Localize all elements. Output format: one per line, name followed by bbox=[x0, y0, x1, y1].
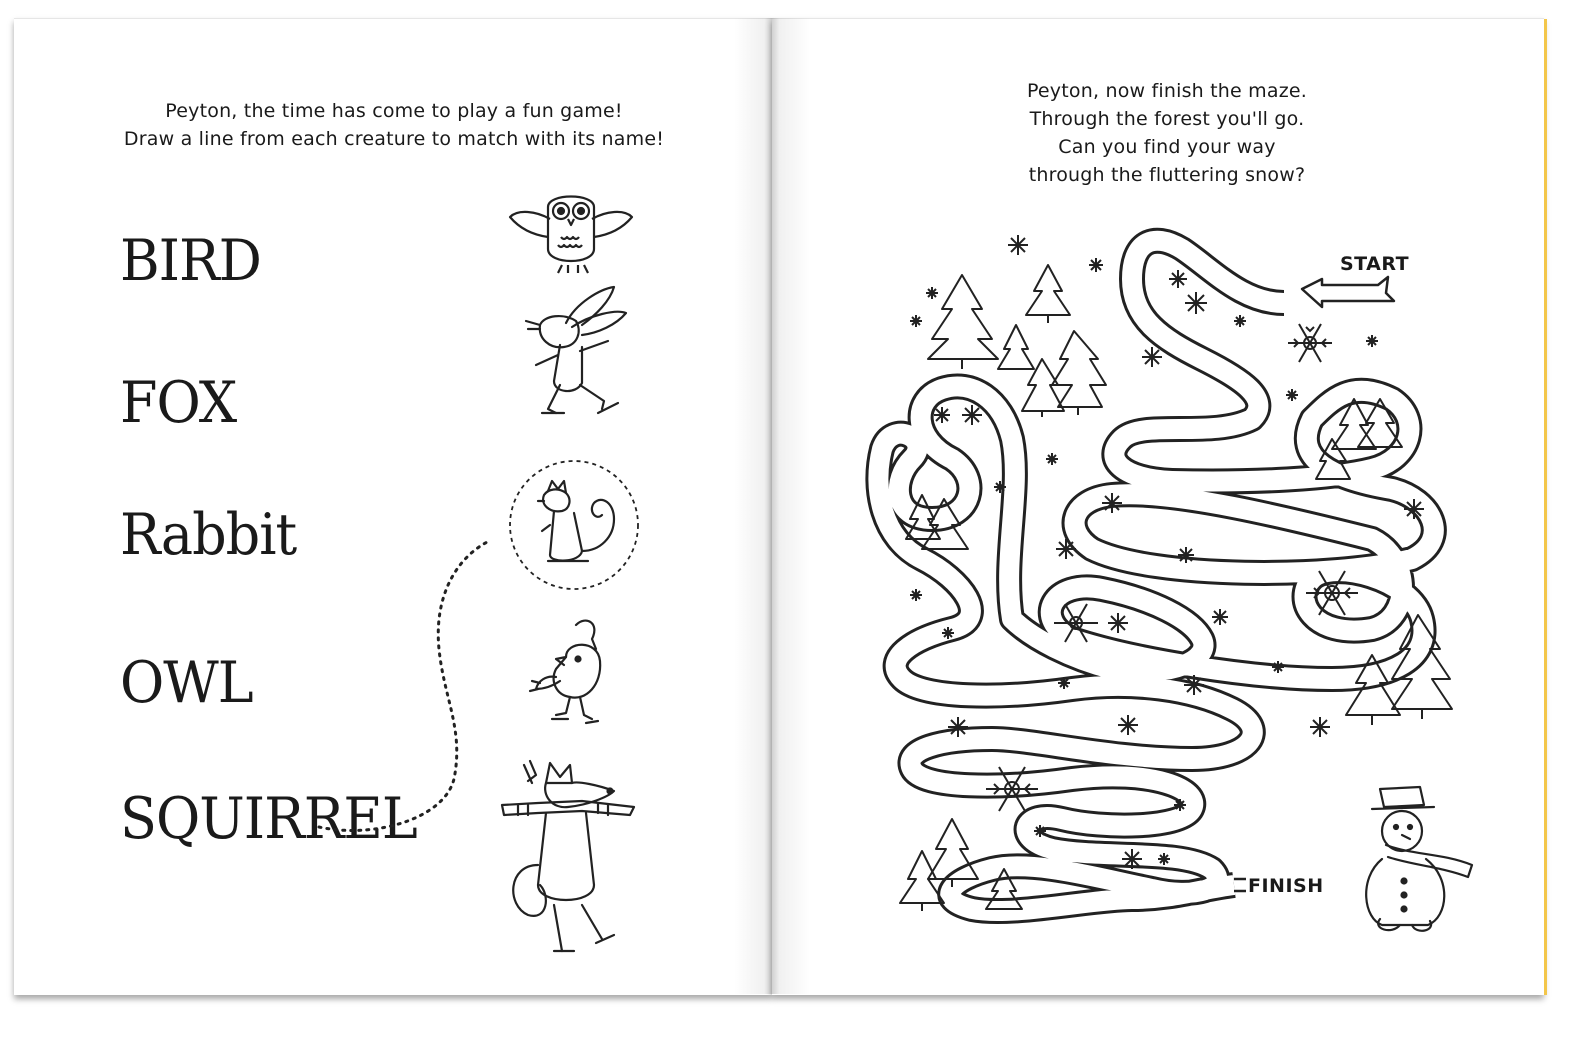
right-page bbox=[772, 18, 1544, 995]
rabbit-skating-icon[interactable] bbox=[520, 285, 630, 435]
instruction-line: through the fluttering snow? bbox=[1028, 164, 1306, 186]
word-bird[interactable]: BIRD bbox=[120, 227, 261, 294]
instruction-line: Through the forest you'll go. bbox=[1029, 108, 1305, 130]
word-squirrel[interactable]: SQUIRREL bbox=[120, 785, 417, 852]
finish-label: FINISH bbox=[1248, 875, 1324, 897]
word-owl[interactable]: OWL bbox=[120, 649, 253, 716]
open-book bbox=[14, 18, 1544, 994]
owl-icon[interactable] bbox=[506, 189, 636, 279]
instruction-line: Can you find your way bbox=[1058, 136, 1276, 158]
example-dotted-line bbox=[14, 19, 772, 995]
squirrel-icon[interactable] bbox=[504, 455, 644, 595]
start-label: START bbox=[1340, 253, 1410, 275]
snowman-icon bbox=[1366, 787, 1472, 931]
maze[interactable] bbox=[772, 19, 1544, 995]
instruction-line: Draw a line from each creature to match with its name! bbox=[123, 128, 665, 150]
word-rabbit[interactable]: Rabbit bbox=[120, 501, 297, 568]
instruction-line: Peyton, now finish the maze. bbox=[1026, 80, 1308, 102]
instruction-line: Peyton, the time has come to play a fun game! bbox=[165, 100, 623, 122]
left-page bbox=[14, 18, 772, 995]
fox-skating-icon[interactable] bbox=[498, 755, 638, 955]
word-fox[interactable]: FOX bbox=[120, 369, 237, 436]
bird-skating-icon[interactable] bbox=[526, 615, 616, 735]
